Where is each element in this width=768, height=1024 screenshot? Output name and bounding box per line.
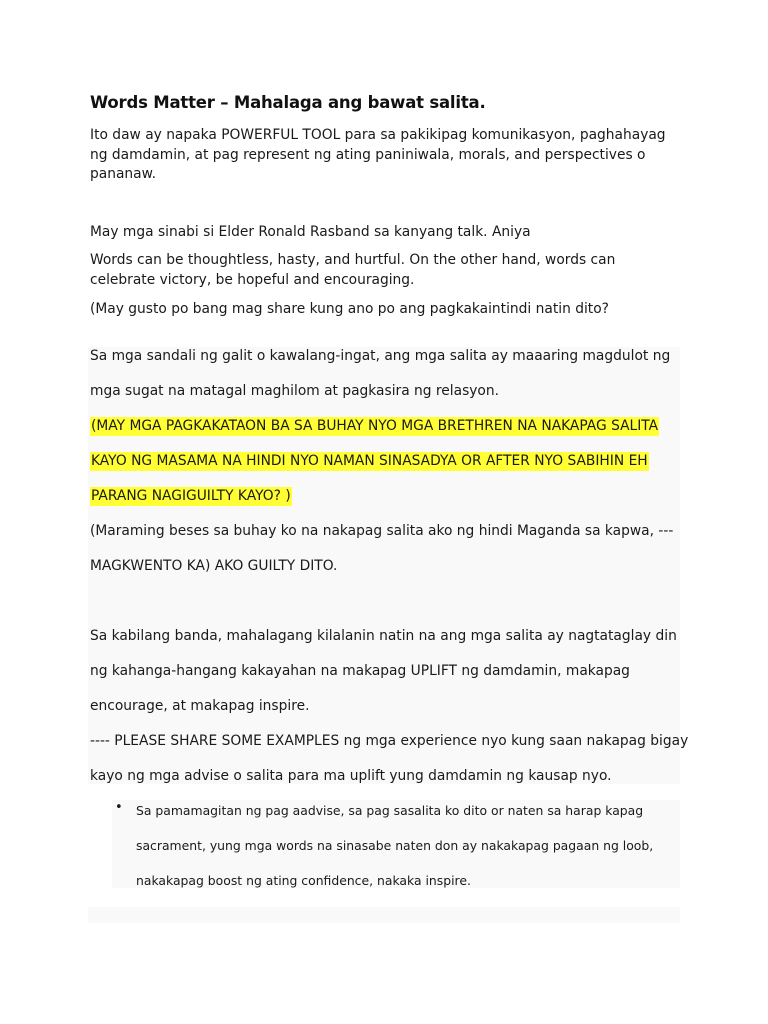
bullet-line-1: Sa pamamagitan ng pag aadvise, sa pag sasalita ko dito or naten sa harap kapag [136, 803, 644, 818]
section-line-8: ---- PLEASE SHARE SOME EXAMPLES ng mga experience nyo kung saan nakapag bigay [90, 733, 689, 749]
section-line-6: ng kahanga-hangang kakayahan na makapag UPLIFT ng damdamin, makapag [90, 663, 630, 679]
highlighted-question-line-3 [90, 487, 292, 506]
speaker-line: May mga sinabi si Elder Ronald Rasband sa kanyang talk. Aniya [90, 224, 531, 240]
question-line: (May gusto po bang mag share kung ano po ang pagkakaintindi natin dito? [90, 301, 609, 317]
section-line-7: encourage, at makapag inspire. [90, 698, 310, 714]
bullet-marker: • [115, 800, 123, 815]
section-line-3: (Maraming beses sa buhay ko na nakapag salita ako ng hindi Maganda sa kapwa, --- [90, 523, 674, 539]
section-line-2: mga sugat na matagal maghilom at pagkasira ng relasyon. [90, 383, 499, 399]
highlighted-question-line-1 [90, 417, 659, 436]
section-line-1: Sa mga sandali ng galit o kawalang-ingat, ang mga salita ay maaaring magdulot ng [90, 348, 671, 364]
section-line-5: Sa kabilang banda, mahalagang kilalanin natin na ang mga salita ay nagtataglay din [90, 628, 677, 644]
highlighted-question-line-2 [90, 452, 649, 471]
highlight-span-2: KAYO NG MASAMA NA HINDI NYO NAMAN SINASADYA OR AFTER NYO SABIHIN EH [91, 453, 648, 469]
quote-paragraph: Words can be thoughtless, hasty, and hurtful. On the other hand, words can celebrate victory, be hopeful and encouraging. [90, 252, 616, 288]
section-line-9: kayo ng mga advise o salita para ma uplift yung damdamin ng kausap nyo. [90, 768, 612, 784]
highlight-span-1: (MAY MGA PAGKAKATAON BA SA BUHAY NYO MGA BRETHREN NA NAKAPAG SALITA [91, 418, 659, 434]
bullet-line-2: sacrament, yung mga words na sinasabe naten don ay nakakapag pagaan ng loob, [136, 838, 654, 853]
document-title: Words Matter – Mahalaga ang bawat salita. [90, 93, 486, 112]
bullet-line-3: nakakapag boost ng ating confidence, nakaka inspire. [136, 873, 471, 888]
intro-paragraph: Ito daw ay napaka POWERFUL TOOL para sa pakikipag komunikasyon, paghahayag ng damdamin, at pag represent ng ating paniniwala, morals, and perspectives o pananaw. [90, 127, 666, 182]
empty-shaded-strip [88, 907, 680, 923]
highlight-span-3: PARANG NAGIGUILTY KAYO? ) [91, 488, 291, 504]
section-line-4: MAGKWENTO KA) AKO GUILTY DITO. [90, 558, 338, 574]
